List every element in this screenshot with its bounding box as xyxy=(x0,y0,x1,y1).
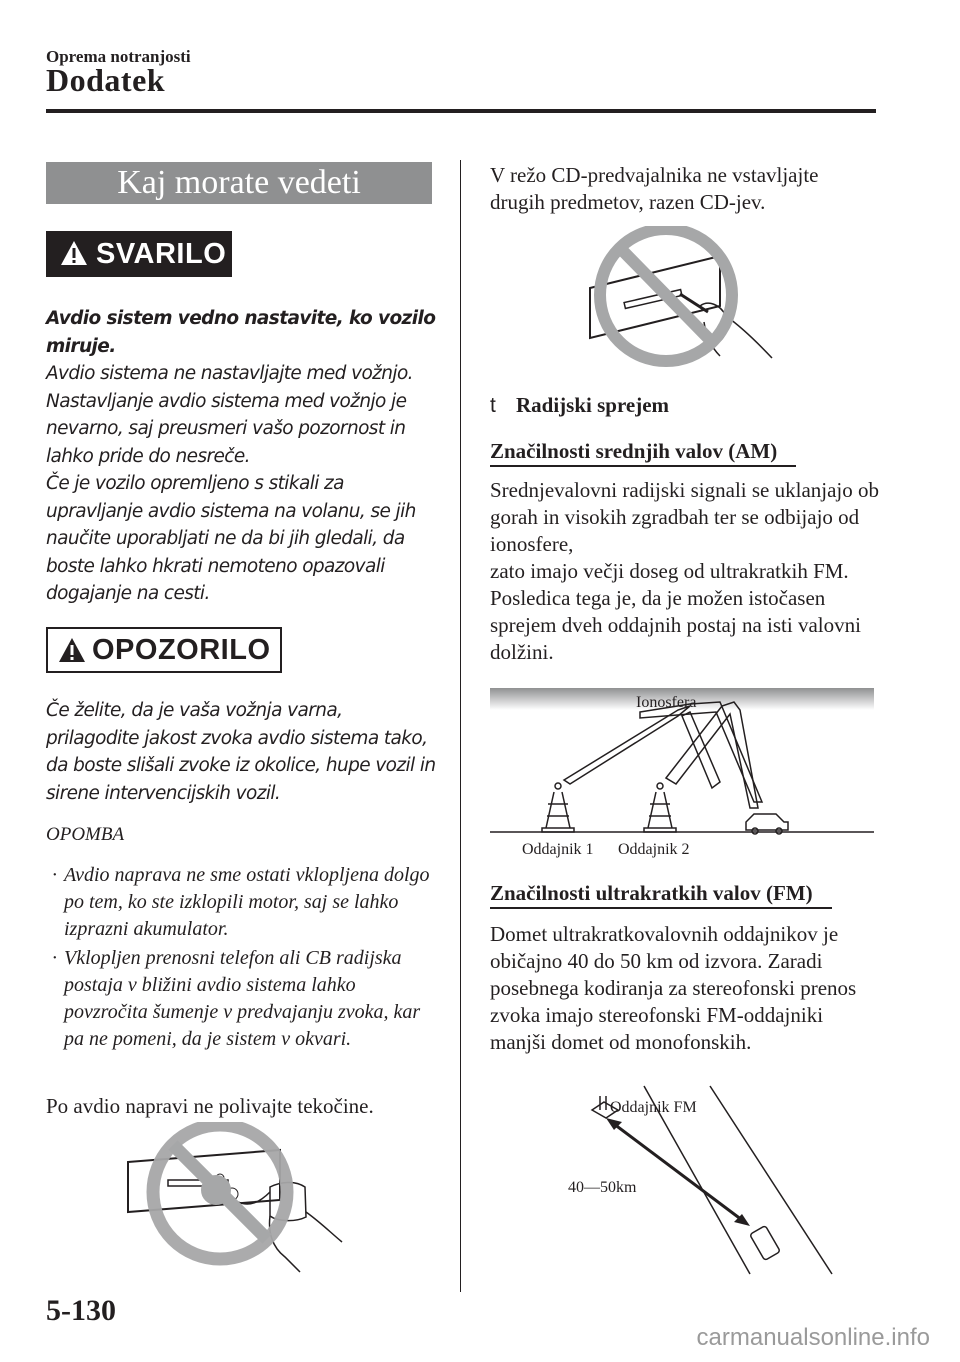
bullet-icon: · xyxy=(52,947,57,969)
fm-text: Domet ultrakratkovalovnih oddajnikov je običajno 40 do 50 km od izvora. Zaradi posebnega kodiranja za stereofonski prenos zvoka imajo stereofonski FM-oddajniki manjši domet od monofonskih. xyxy=(490,922,857,1054)
warning-body-2: Če je vozilo opremljeno s stikali za upravljanje avdio sistema na volanu, se jih naučite uporabljati ne da bi jih gledali, da boste lahko hkrati nemoteno opazovali dogajanje na cesti. xyxy=(46,473,416,604)
radio-wave-paths xyxy=(564,702,762,808)
cd-warning-text: V režo CD-predvajalnika ne vstavljajte drugih predmetov, razen CD-jev. xyxy=(490,163,819,214)
range-arrow xyxy=(614,1124,742,1220)
no-liquid-illustration xyxy=(120,1122,350,1282)
warning-triangle-icon xyxy=(60,240,88,266)
header-divider xyxy=(46,109,876,113)
am-heading: Značilnosti srednjih valov (AM) xyxy=(490,439,796,467)
transmitter-2-icon xyxy=(644,783,676,832)
section-label: Oprema notranjosti xyxy=(46,47,191,66)
bullet-icon: · xyxy=(52,864,57,886)
note-list xyxy=(46,862,436,1055)
page-title: Dodatek xyxy=(46,62,166,98)
warning-label: SVARILO xyxy=(96,238,227,270)
radio-heading xyxy=(490,393,669,418)
caution-text xyxy=(46,697,436,807)
transmitter-2-label: Oddajnik 2 xyxy=(618,841,690,858)
fm-heading: Značilnosti ultrakratkih valov (FM) xyxy=(490,881,832,909)
caution-badge xyxy=(46,627,282,673)
am-text-2: zato imajo večji doseg od ultrakratkih FM. Posledica tega je, da je možen istočasen sprejem dveh oddajnih postaj na isti valovni dolžini. xyxy=(490,559,861,664)
warning-text xyxy=(46,305,436,608)
transmitter-1-label: Oddajnik 1 xyxy=(522,841,594,858)
car-icon xyxy=(750,1226,781,1261)
fm-transmitter-label: Oddajnik FM xyxy=(610,1099,697,1116)
am-text-1: Srednjevalovni radijski signali se uklanjajo ob gorah in visokih zgradbah ter se odbijajo od ionosfere, xyxy=(490,478,880,556)
note-title: OPOMBA xyxy=(46,824,125,845)
range-label: 40—50km xyxy=(568,1179,637,1196)
note-text: Avdio naprava ne sme ostati vklopljena dolgo po tem, ko ste izklopili motor, saj se lahko izprazni akumulator. xyxy=(64,864,430,940)
no-liquid-text: Po avdio napravi ne polivajte tekočine. xyxy=(46,1094,374,1118)
warning-badge xyxy=(46,231,232,277)
page-number: 5-130 xyxy=(46,1294,116,1327)
fm-range-diagram xyxy=(560,1082,840,1278)
am-ionosphere-diagram xyxy=(490,688,874,860)
note-item xyxy=(46,862,436,943)
caution-body: Če želite, da je vaša vožnja varna, prilagodite jakost zvoka avdio sistema tako, da boste slišali zvoke iz okolice, hupe vozil in sirene intervencijskih vozil. xyxy=(46,700,436,804)
note-item xyxy=(46,945,436,1053)
car-icon xyxy=(746,814,788,834)
am-text xyxy=(490,477,880,666)
radio-heading-text: Radijski sprejem xyxy=(516,393,670,417)
warning-lead: Avdio sistem vedno nastavite, ko vozilo miruje. xyxy=(46,308,436,357)
warning-triangle-icon xyxy=(58,637,86,663)
ionosphere-label: Ionosfera xyxy=(636,694,697,711)
transmitter-1-icon xyxy=(542,783,574,832)
caution-label: OPOZORILO xyxy=(92,634,271,666)
column-divider xyxy=(460,160,461,1292)
no-objects-cd-illustration xyxy=(580,226,780,376)
watermark: carmanualsonline.info xyxy=(696,1324,930,1351)
section-marker-icon: t xyxy=(490,394,496,417)
section-banner: Kaj morate vedeti xyxy=(46,162,432,204)
note-text: Vklopljen prenosni telefon ali CB radijska postaja v bližini avdio sistema lahko povzročita šumenje v predvajanju zvoka, kar pa ne pomeni, da je sistem v okvari. xyxy=(64,947,421,1050)
warning-body: Avdio sistema ne nastavljajte med vožnjo. Nastavljanje avdio sistema med vožnjo je nevarno, saj preusmeri vašo pozornost in lahko pride do nesreče. xyxy=(46,363,413,467)
